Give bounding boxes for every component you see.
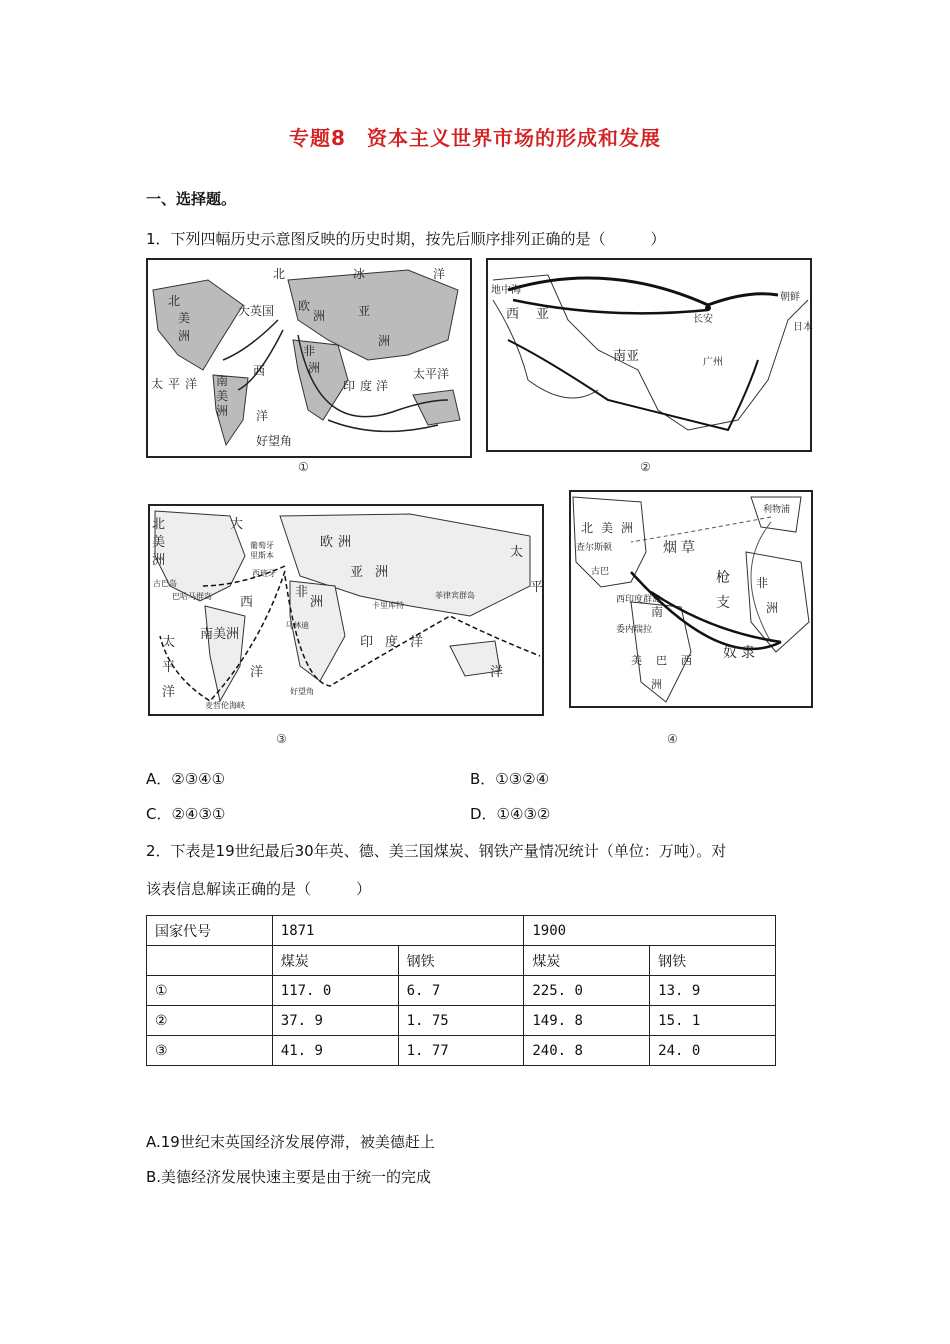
answer-a: A.19世纪末英国经济发展停滞，被美德赶上 — [146, 1133, 435, 1151]
svg-text:洲: 洲 — [310, 595, 324, 610]
svg-text:枪: 枪 — [716, 570, 730, 586]
svg-text:菲律宾群岛: 菲律宾群岛 — [435, 591, 475, 600]
table-cell: 1. 77 — [398, 1036, 524, 1066]
table-row — [147, 1036, 776, 1066]
map-3-label: ③ — [276, 732, 287, 746]
svg-text:卡里库特: 卡里库特 — [372, 601, 404, 610]
svg-text:洲: 洲 — [313, 309, 326, 323]
table-cell: ① — [147, 976, 273, 1006]
table-row — [147, 976, 776, 1006]
table-header-year: 1900 — [524, 916, 776, 946]
svg-text:好望角: 好望角 — [290, 687, 314, 696]
table-cell — [147, 946, 273, 976]
svg-text:度: 度 — [360, 379, 373, 393]
table-subheader-cell: 钢铁 — [650, 946, 776, 976]
svg-text:洋: 洋 — [376, 379, 389, 393]
map-1-figure — [148, 260, 470, 456]
svg-text:广州: 广州 — [703, 357, 723, 368]
svg-text:利物浦: 利物浦 — [763, 505, 791, 515]
svg-text:洋: 洋 — [162, 685, 176, 700]
svg-text:奴: 奴 — [723, 645, 737, 661]
svg-text:美: 美 — [178, 311, 191, 325]
svg-text:洋: 洋 — [250, 665, 264, 680]
svg-text:非: 非 — [303, 344, 316, 358]
svg-text:洲: 洲 — [621, 521, 634, 535]
svg-text:里斯本: 里斯本 — [250, 551, 274, 560]
svg-text:洲: 洲 — [651, 678, 662, 691]
table-header-country: 国家代号 — [147, 916, 273, 946]
question-2-stem-line2: 该表信息解读正确的是（ ） — [146, 880, 372, 898]
svg-text:隶: 隶 — [741, 645, 755, 661]
svg-text:地中海: 地中海 — [491, 285, 521, 296]
svg-text:委内瑞拉: 委内瑞拉 — [616, 625, 653, 635]
svg-text:朝鲜: 朝鲜 — [780, 292, 800, 303]
svg-text:洋: 洋 — [490, 665, 504, 680]
svg-text:印: 印 — [343, 379, 356, 393]
svg-text:欧: 欧 — [298, 299, 311, 313]
svg-text:亚: 亚 — [358, 304, 371, 318]
svg-text:北: 北 — [168, 294, 181, 308]
svg-text:烟: 烟 — [663, 540, 677, 556]
svg-text:西印度群岛: 西印度群岛 — [616, 595, 662, 605]
map-4-figure — [571, 492, 811, 706]
table-subheader-cell: 钢铁 — [398, 946, 524, 976]
table-cell: 15. 1 — [650, 1006, 776, 1036]
svg-text:西: 西 — [506, 307, 520, 322]
svg-text:葡萄牙: 葡萄牙 — [250, 541, 274, 550]
svg-text:洲: 洲 — [216, 404, 229, 418]
svg-text:北: 北 — [152, 517, 166, 532]
svg-text:欧: 欧 — [320, 535, 334, 550]
svg-text:日本: 日本 — [793, 322, 813, 333]
svg-text:巴: 巴 — [656, 654, 667, 667]
svg-text:亚: 亚 — [350, 565, 364, 580]
svg-text:平: 平 — [162, 660, 176, 675]
svg-text:巴哈马群岛: 巴哈马群岛 — [172, 592, 212, 601]
table-subheader-cell: 煤炭 — [524, 946, 650, 976]
table-subheader-row — [147, 946, 776, 976]
table-cell: 240. 8 — [524, 1036, 650, 1066]
svg-text:古巴: 古巴 — [591, 567, 610, 577]
svg-text:西: 西 — [253, 364, 266, 378]
svg-text:洲: 洲 — [338, 535, 352, 550]
table-cell: 6. 7 — [398, 976, 524, 1006]
svg-text:洋: 洋 — [185, 377, 198, 391]
table-header-row — [147, 916, 776, 946]
svg-text:洲: 洲 — [766, 601, 779, 615]
svg-text:草: 草 — [681, 540, 695, 556]
option-d: D．①④③② — [470, 805, 551, 823]
svg-text:平: 平 — [168, 377, 181, 391]
svg-text:洲: 洲 — [308, 361, 321, 375]
map-3 — [148, 504, 544, 716]
svg-text:平: 平 — [530, 580, 544, 595]
answer-b: B.美德经济发展快速主要是由于统一的完成 — [146, 1168, 432, 1186]
table-cell: 117. 0 — [272, 976, 398, 1006]
svg-text:洋: 洋 — [433, 267, 446, 281]
svg-text:度: 度 — [385, 635, 399, 650]
svg-text:古巴岛: 古巴岛 — [153, 579, 177, 588]
svg-text:太: 太 — [510, 545, 524, 560]
svg-text:洲: 洲 — [375, 565, 389, 580]
svg-text:麦哲伦海峡: 麦哲伦海峡 — [205, 701, 245, 710]
svg-text:洋: 洋 — [256, 409, 269, 423]
svg-text:冰: 冰 — [353, 267, 366, 281]
svg-text:亚: 亚 — [536, 307, 550, 322]
svg-text:马林迪: 马林迪 — [285, 621, 309, 630]
table-cell: 13. 9 — [650, 976, 776, 1006]
svg-text:好望角: 好望角 — [256, 434, 293, 448]
option-b: B．①③②④ — [470, 770, 550, 788]
question-1-stem: 1．下列四幅历史示意图反映的历史时期，按先后顺序排列正确的是（ ） — [146, 230, 666, 248]
map-1-label: ① — [298, 460, 309, 474]
map-4-label: ④ — [667, 732, 678, 746]
section-heading: 一、选择题。 — [146, 190, 237, 208]
svg-text:大英国: 大英国 — [238, 304, 275, 318]
svg-text:大: 大 — [230, 517, 244, 532]
table-cell: 41. 9 — [272, 1036, 398, 1066]
table-row — [147, 1006, 776, 1036]
svg-text:北: 北 — [581, 521, 594, 535]
table-subheader-cell: 煤炭 — [272, 946, 398, 976]
svg-text:洲: 洲 — [178, 329, 191, 343]
option-a: A．②③④① — [146, 770, 226, 788]
svg-text:美: 美 — [631, 654, 642, 667]
svg-text:洲: 洲 — [152, 553, 166, 568]
table-cell: ② — [147, 1006, 273, 1036]
page-title: 专题8 资本主义世界市场的形成和发展 — [289, 126, 661, 150]
svg-text:非: 非 — [295, 585, 309, 600]
svg-text:太平洋: 太平洋 — [413, 367, 450, 381]
table-cell: 1. 75 — [398, 1006, 524, 1036]
map-3-figure — [150, 506, 542, 714]
svg-text:洲: 洲 — [378, 334, 391, 348]
svg-text:太: 太 — [162, 635, 176, 650]
svg-text:印: 印 — [360, 635, 374, 650]
svg-text:南: 南 — [651, 605, 664, 619]
table-cell: ③ — [147, 1036, 273, 1066]
table-header-year: 1871 — [272, 916, 524, 946]
svg-text:长安: 长安 — [693, 314, 713, 325]
svg-text:美: 美 — [152, 535, 166, 550]
map-2-label: ② — [640, 460, 651, 474]
svg-text:美: 美 — [601, 521, 614, 535]
svg-text:南亚: 南亚 — [613, 349, 640, 364]
question-2-stem-line1: 2．下表是19世纪最后30年英、德、美三国煤炭、钢铁产量情况统计（单位：万吨）。对 — [146, 842, 727, 860]
svg-text:洋: 洋 — [410, 635, 424, 650]
svg-text:美: 美 — [216, 389, 229, 403]
map-2 — [486, 258, 812, 452]
svg-text:南: 南 — [216, 374, 229, 388]
svg-text:非: 非 — [756, 576, 769, 590]
table-cell: 225. 0 — [524, 976, 650, 1006]
svg-text:查尔斯顿: 查尔斯顿 — [576, 543, 613, 553]
svg-text:支: 支 — [716, 595, 730, 611]
table-cell: 24. 0 — [650, 1036, 776, 1066]
svg-text:西: 西 — [681, 654, 692, 667]
svg-text:西: 西 — [240, 595, 254, 610]
svg-text:北: 北 — [273, 267, 286, 281]
table-cell: 37. 9 — [272, 1006, 398, 1036]
map-2-figure — [488, 260, 813, 450]
table-cell: 149. 8 — [524, 1006, 650, 1036]
production-table — [146, 915, 776, 1066]
map-4 — [569, 490, 813, 708]
map-1 — [146, 258, 472, 458]
option-c: C．②④③① — [146, 805, 226, 823]
svg-text:南美洲: 南美洲 — [200, 627, 240, 642]
svg-text:西班牙: 西班牙 — [252, 569, 276, 578]
svg-text:太: 太 — [151, 377, 164, 391]
